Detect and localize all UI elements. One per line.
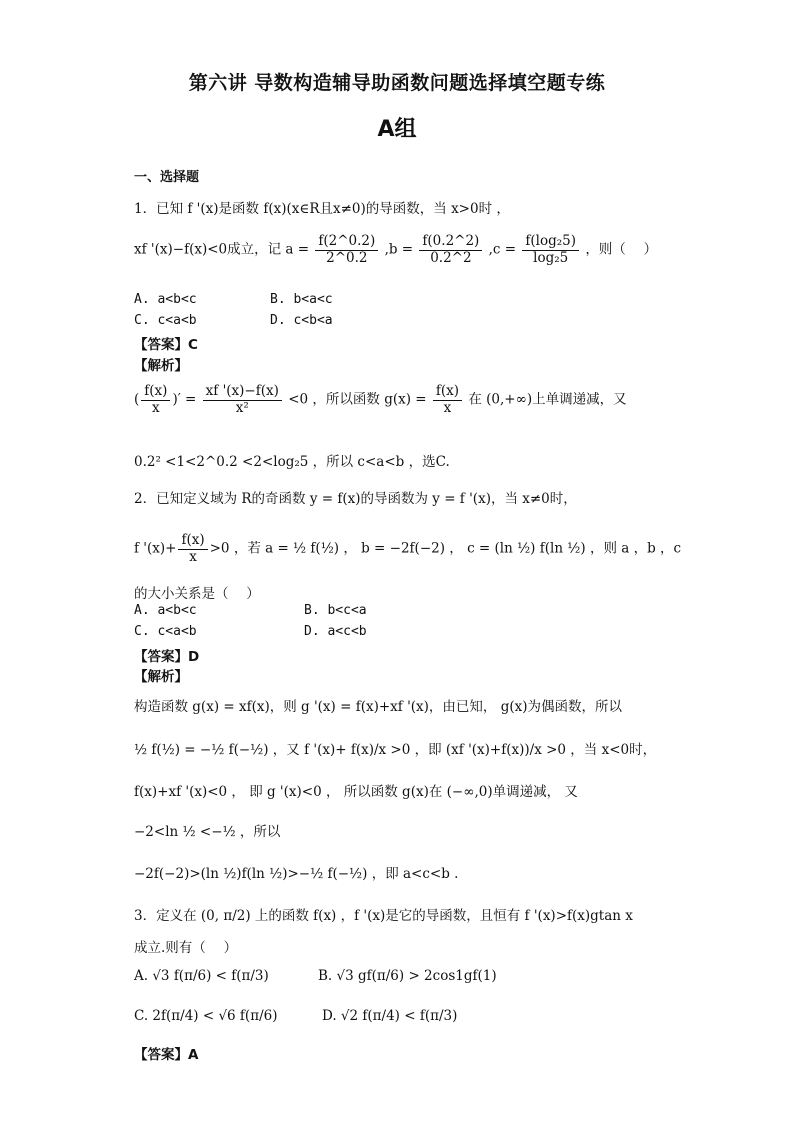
q3-line2: 成立.则有（ ）: [134, 940, 238, 956]
q2-line2-rest: >0 ，若 a = ½ f(½) ， b = −2f(−2) ， c = (ln ½) f(ln ½) ，则 a ，b ，c: [209, 540, 682, 557]
q3-line1: 3．定义在 (0, π/2) 上的函数 f(x) ，f '(x)是它的导函数，且恒有 f '(x)>f(x)gtan x: [134, 908, 633, 924]
q1-b-fraction: [419, 234, 482, 266]
q2-line2-pre: f '(x)+: [134, 540, 177, 557]
page-title: 第六讲 导数构造辅导助函数问题选择填空题专练: [188, 72, 606, 94]
q2-option-a: A. a<b<c: [134, 603, 197, 618]
q1-solution-line2: 0.2² <1<2^0.2 <2<log₂5 ，所以 c<a<b ，选C.: [134, 454, 450, 470]
q2-solution-line1: 构造函数 g(x) = xf(x)，则 g '(x) = f(x)+xf '(x)，由已知， g(x)为偶函数，所以: [134, 699, 623, 715]
q1-b-numerator: f(0.2^2): [419, 234, 482, 251]
page-subtitle: A组: [377, 117, 417, 142]
q1-sol-prime: )′ =: [172, 391, 197, 408]
q1-a-fraction: [315, 234, 378, 266]
q2-analysis-label: 【解析】: [134, 669, 188, 685]
q1-option-d: D. c<b<a: [270, 313, 333, 328]
q1-line2: [134, 234, 657, 266]
q2-line2: [134, 533, 681, 565]
q1-a-numerator: f(2^0.2): [315, 234, 378, 251]
q3-option-c: C. 2f(π/4) < √6 f(π/6): [134, 1008, 278, 1024]
q1-c-label: ,c =: [488, 241, 517, 258]
q1-option-a: A. a<b<c: [134, 292, 197, 307]
q1-sol-frac1: [141, 384, 170, 416]
q2-solution-line2: ½ f(½) = −½ f(−½) ，又 f '(x)+ f(x)/x >0 ，即 (xf '(x)+f(x))/x >0 ，当 x<0时，: [134, 742, 657, 758]
q1-answer: 【答案】C: [134, 337, 198, 353]
q1-sol-frac1-den: x: [152, 399, 160, 416]
q3-option-d: D. √2 f(π/4) < f(π/3): [322, 1008, 458, 1024]
q1-line1: 1．已知 f '(x)是函数 f(x)(x∈R且x≠0)的导函数，当 x>0时 ，: [134, 201, 510, 217]
q1-sol-paren: (: [134, 391, 140, 408]
q2-line2-frac-den: x: [189, 548, 197, 565]
section-heading: 一、选择题: [134, 170, 200, 185]
q2-option-b: B. b<c<a: [304, 603, 367, 618]
q1-option-b: B. b<a<c: [270, 292, 333, 307]
q1-tail: ，则（ ）: [585, 241, 658, 258]
q1-solution-line1: [134, 384, 627, 416]
q2-line1: 2．已知定义域为 R的奇函数 y = f(x)的导函数为 y = f '(x)，当 x≠0时，: [134, 491, 577, 507]
q1-c-denominator: log₂5: [533, 249, 569, 266]
q1-a-label: a =: [285, 241, 310, 258]
q1-sol-g: g(x) =: [384, 391, 427, 408]
q1-sol-frac2-den: x²: [235, 399, 249, 416]
q2-solution-line4: −2<ln ½ <−½ ，所以: [134, 824, 281, 840]
q1-sol-frac2-num: xf '(x)−f(x): [203, 384, 282, 401]
q2-option-d: D. a<c<b: [304, 624, 367, 639]
q1-sol-frac1-num: f(x): [141, 384, 170, 401]
q2-solution-line5: −2f(−2)>(ln ½)f(ln ½)>−½ f(−½) ，即 a<c<b .: [134, 866, 459, 882]
q3-option-a: A. √3 f(π/6) < f(π/3): [134, 968, 269, 984]
q3-answer: 【答案】A: [134, 1047, 199, 1063]
q3-option-b: B. √3 gf(π/6) > 2cos1gf(1): [318, 968, 497, 984]
q1-c-numerator: f(log₂5): [522, 234, 579, 251]
q1-sol-frac3: [433, 384, 462, 416]
q2-answer: 【答案】D: [134, 649, 200, 665]
q1-c-fraction: [522, 234, 579, 266]
q1-b-denominator: 0.2^2: [430, 249, 472, 266]
q2-solution-line3: f(x)+xf '(x)<0 ， 即 g '(x)<0 ， 所以函数 g(x)在 (−∞,0)单调递减， 又: [134, 784, 578, 800]
q1-analysis-label: 【解析】: [134, 358, 188, 374]
q1-sol-after: <0 ，所以函数: [288, 391, 380, 408]
q1-sol-frac3-num: f(x): [433, 384, 462, 401]
q1-option-c: C. c<a<b: [134, 313, 197, 328]
q1-condition: xf '(x)−f(x)<0成立，记: [134, 241, 282, 258]
q1-sol-tail: 在 (0,+∞)上单调递减，又: [468, 391, 627, 408]
q2-line3: 的大小关系是（ ）: [134, 586, 260, 602]
q1-b-label: ,b =: [384, 241, 414, 258]
q2-option-c: C. c<a<b: [134, 624, 197, 639]
q2-line2-frac-num: f(x): [178, 533, 207, 550]
q2-line2-frac: [178, 533, 207, 565]
q1-sol-frac3-den: x: [443, 399, 452, 416]
q1-a-denominator: 2^0.2: [326, 249, 368, 266]
q1-sol-frac2: [203, 384, 282, 416]
